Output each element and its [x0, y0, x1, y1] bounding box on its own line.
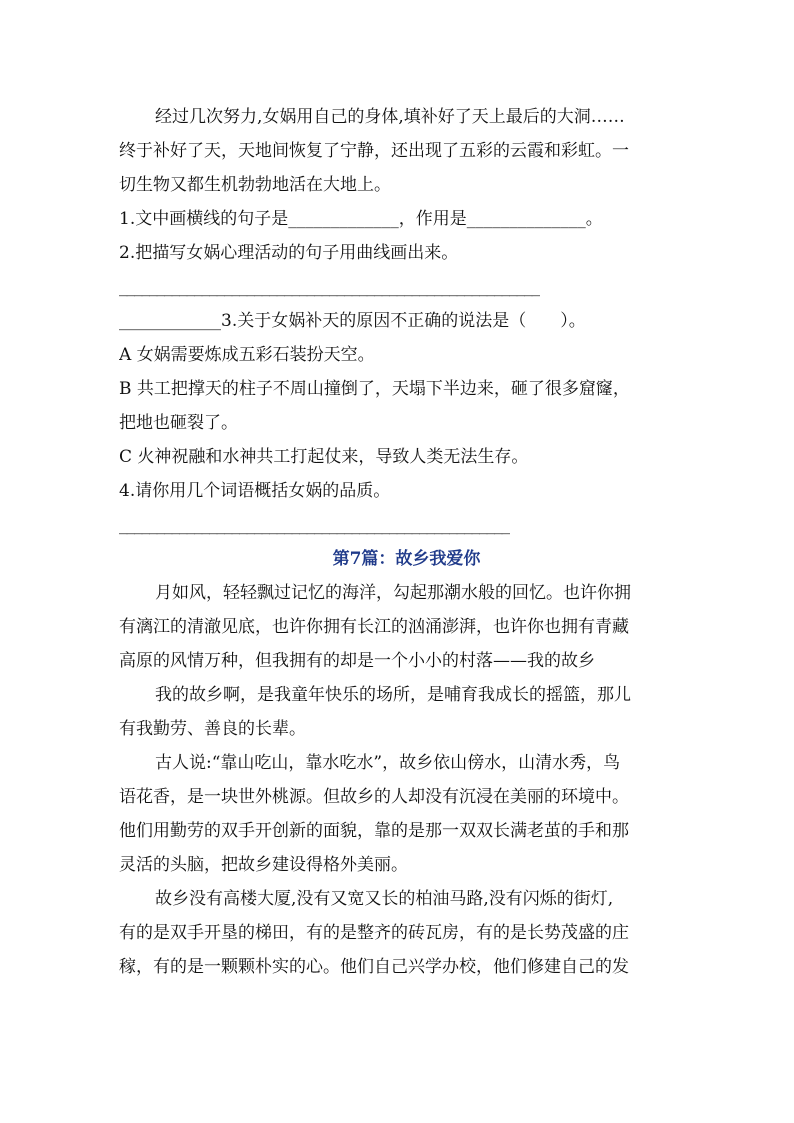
- option-a: A 女娲需要炼成五彩石装扮天空。: [119, 345, 375, 365]
- section-title: 第7篇：故乡我爱你: [332, 549, 481, 569]
- option-c: C 火神祝融和水神共工打起仗来，导致人类无法生存。: [119, 447, 529, 467]
- question-4: 4.请你用几个词语概括女娲的品质。: [119, 481, 391, 501]
- essay-line: 有我勤劳、善良的长辈。: [119, 719, 306, 739]
- essay-line: 月如风，轻轻飘过记忆的海洋，勾起那潮水般的回忆。也许你拥: [155, 583, 631, 603]
- essay-line: 有漓江的清澈见底，也许你拥有长江的汹涌澎湃，也许你也拥有青藏: [119, 617, 629, 637]
- essay-line: 古人说:“靠山吃山，靠水吃水”，故乡依山傍水，山清水秀，鸟: [155, 753, 621, 773]
- option-b-continued: 把地也砸裂了。: [119, 413, 238, 433]
- answer-line: ____________________________________________________: [119, 515, 509, 535]
- essay-line: 有的是双手开垦的梯田，有的是整齐的砖瓦房，有的是长势茂盛的庄: [119, 923, 629, 943]
- passage-line: 终于补好了天，天地间恢复了宁静，还出现了五彩的云霞和彩虹。一: [119, 141, 629, 161]
- essay-line: 语花香，是一块世外桃源。但故乡的人却没有沉浸在美丽的环境中。: [119, 787, 629, 807]
- essay-line: 我的故乡啊，是我童年快乐的场所，是哺育我成长的摇篮，那儿: [155, 685, 631, 705]
- option-b: B 共工把撑天的柱子不周山撞倒了，天塌下半边来，砸了很多窟窿，: [119, 379, 630, 399]
- essay-line: 故乡没有高楼大厦,没有又宽又长的柏油马路,没有闪烁的街灯,: [155, 889, 614, 909]
- essay-line: 稼，有的是一颗颗朴实的心。他们自己兴学办校，他们修建自己的发: [119, 957, 629, 977]
- essay-line: 他们用勤劳的双手开创新的面貌，靠的是那一双双长满老茧的手和那: [119, 821, 629, 841]
- answer-line: ________________________________________________________: [119, 277, 539, 297]
- passage-line: 经过几次努力,女娲用自己的身体,填补好了天上最后的大洞……: [155, 107, 625, 127]
- question-3: ____________3.关于女娲补天的原因不正确的说法是（ ）。: [119, 311, 586, 331]
- essay-line: 灵活的头脑，把故乡建设得格外美丽。: [119, 855, 408, 875]
- essay-line: 高原的风情万种，但我拥有的却是一个小小的村落——我的故乡: [119, 651, 595, 671]
- question-1: 1.文中画横线的句子是_____________，作用是______________。: [119, 209, 603, 229]
- passage-line: 切生物又都生机勃勃地活在大地上。: [119, 175, 391, 195]
- document-page: [119, 100, 694, 984]
- question-2: 2.把描写女娲心理活动的句子用曲线画出来。: [119, 243, 459, 263]
